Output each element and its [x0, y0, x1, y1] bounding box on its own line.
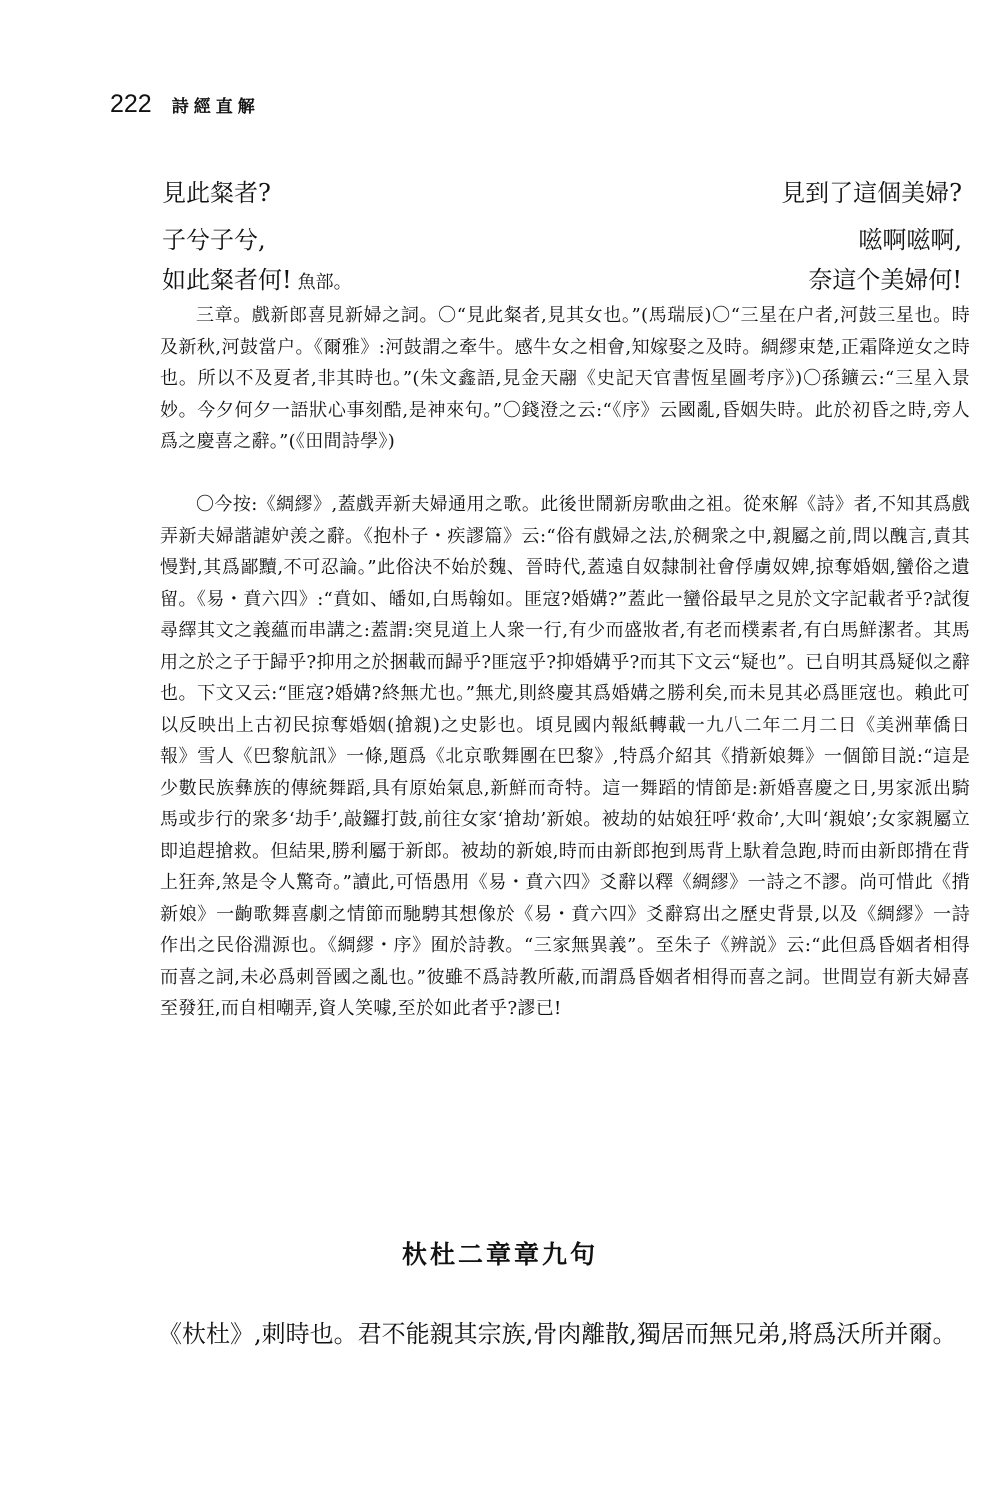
commentary-block	[160, 489, 970, 1025]
rhyme-note: 魚部。	[297, 272, 352, 293]
poem-line	[162, 220, 962, 264]
commentary-block	[160, 300, 970, 458]
commentary-paragraph: 〇今按:《綢繆》,蓋戲弄新夫婦通用之歌。此後世鬧新房歌曲之祖。從來解《詩》者,不知其爲戲弄新夫婦諧謔妒羡之辭。《抱朴子・疾謬篇》云:“俗有戲婦之法,於稠衆之中,親屬之前,問以醜言,責其慢對,其爲鄙黷,不可忍論。”此俗決不始於魏、晉時代,蓋遠自奴隸制社會俘虜奴婢,掠奪婚姻,蠻俗之遺留。《易・賁六四》:“賁如、皤如,白馬翰如。匪寇?婚媾?”蓋此一蠻俗最早之見於文字記載者乎?試復尋繹其文之義蘊而串講之:蓋謂:突見道上人衆一行,有少而盛妝者,有老而樸素者,有白馬鮮潔者。其馬用之於之子于歸乎?抑用之於捆載而歸乎?匪寇乎?抑婚媾乎?而其下文云“疑也”。已自明其爲疑似之辭也。下文又云:“匪寇?婚媾?終無尤也。”無尤,則終慶其爲婚媾之勝利矣,而未見其必爲匪寇也。賴此可以反映出上古初民掠奪婚姻(搶親)之史影也。頃見國内報紙轉載一九八二年二月二日《美洲華僑日報》雪人《巴黎航訊》一條,題爲《北京歌舞團在巴黎》,特爲介紹其《揹新娘舞》一個節目説:“這是少數民族彝族的傳統舞蹈,具有原始氣息,新鮮而奇特。這一舞蹈的情節是:新婚喜慶之日,男家派出騎馬或步行的衆多‘劫手’,敲鑼打鼓,前往女家‘搶劫’新娘。被劫的姑娘狂呼‘救命’,大叫‘親娘’;女家親屬立即追趕搶救。但結果,勝利屬于新郎。被劫的新娘,時而由新郎抱到馬背上馱着急跑,時而由新郎揹在背上狂奔,煞是令人驚奇。”讀此,可悟愚用《易・賁六四》爻辭以釋《綢繆》一詩之不謬。尚可惜此《揹新娘》一齣歌舞喜劇之情節而馳騁其想像於《易・賁六四》爻辭寫出之歷史背景,以及《綢繆》一詩作出之民俗淵源也。《綢繆・序》囿於詩教。“三家無異義”。至朱子《辨説》云:“此但爲昏姻者相得而喜之詞,未必爲刺晉國之亂也。”彼雖不爲詩教所蔽,而謂爲昏姻者相得而喜之詞。世間豈有新夫婦喜至發狂,而自相嘲弄,資人笑噱,至於如此者乎?謬已!	[160, 494, 970, 1019]
poem-translation: 見到了這個美婦?	[781, 179, 962, 207]
section-title: 杕杜二章章九句	[401, 1240, 598, 1269]
poem-line	[162, 173, 962, 217]
poem-line	[162, 260, 962, 304]
poem-original: 見此粲者?	[162, 179, 271, 207]
page-number: 222	[110, 90, 152, 118]
poem-translation: 嗞啊嗞啊,	[858, 226, 962, 254]
preface-block	[110, 1315, 968, 1353]
poem-translation: 奈這个美婦何!	[808, 266, 962, 294]
book-title: 詩經直解	[171, 97, 260, 117]
poem-original: 如此粲者何! 魚部。	[162, 266, 352, 294]
page-header	[110, 90, 260, 119]
preface-paragraph: 《杕杜》,刺時也。君不能親其宗族,骨肉離散,獨居而無兄弟,將爲沃所并爾。	[158, 1320, 957, 1348]
poem-original: 子兮子兮,	[162, 226, 266, 254]
commentary-paragraph: 三章。戲新郎喜見新婦之詞。〇“見此粲者,見其女也。”(馬瑞辰)〇“三星在户者,河鼓三星也。時及新秋,河鼓當户。《爾雅》:河鼓謂之牽牛。感牛女之相會,知嫁娶之及時。綢繆束楚,正霜降逆女之時也。所以不及夏者,非其時也。”(朱文鑫語,見金天翮《史記天官書恆星圖考序》)〇孫鑛云:“三星入景妙。今夕何夕一語狀心事刻酷,是神來句。”〇錢澄之云:“《序》云國亂,昏姻失時。此於初昏之時,旁人爲之慶喜之辭。”(《田間詩學》)	[160, 305, 970, 452]
